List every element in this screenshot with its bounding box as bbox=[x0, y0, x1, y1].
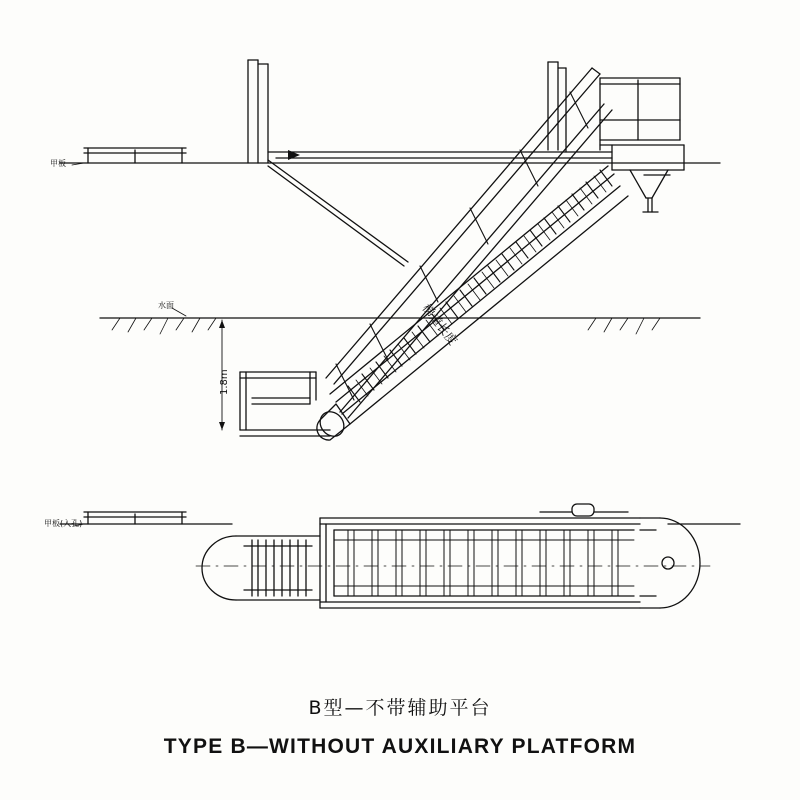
label-height-dimension: 1.8m bbox=[219, 369, 230, 395]
ladder-stringer-upper bbox=[330, 166, 614, 402]
plan-upper-drum bbox=[640, 518, 700, 608]
ladder-upper-handrail bbox=[326, 68, 600, 384]
water-hatching bbox=[112, 318, 660, 334]
water-label-leader bbox=[172, 308, 186, 316]
plan-top-fitting bbox=[540, 504, 628, 516]
left-deck-railing bbox=[84, 148, 186, 163]
suspension-tie bbox=[268, 160, 408, 266]
upper-right-stanchion bbox=[548, 62, 566, 152]
ladder-treads bbox=[348, 170, 612, 402]
upper-platform-railing bbox=[600, 78, 684, 150]
label-ladder-length: 梯道长度 bbox=[419, 301, 460, 348]
plan-ladder-stringers bbox=[334, 540, 634, 586]
plan-left-railing bbox=[84, 512, 186, 524]
upper-landing-support bbox=[612, 145, 684, 212]
ladder-stringer-lower bbox=[342, 186, 628, 424]
upper-left-stanchion bbox=[248, 60, 268, 163]
caption-english: TYPE B—WITHOUT AUXILIARY PLATFORM bbox=[163, 735, 637, 758]
label-deck-left: 甲板 bbox=[50, 159, 66, 168]
label-plan-deck: 甲板(入孔) bbox=[44, 519, 83, 528]
plan-ladder-body bbox=[320, 518, 640, 608]
plan-lower-landing bbox=[202, 536, 320, 600]
ladder-mid-handrail bbox=[340, 104, 612, 418]
caption-chinese: B型—不带辅助平台 bbox=[308, 697, 492, 719]
ladder-handrail-stanchions bbox=[336, 92, 588, 400]
label-water-line: 水面 bbox=[158, 301, 174, 310]
ladder-tread-inner-edges bbox=[356, 176, 606, 396]
